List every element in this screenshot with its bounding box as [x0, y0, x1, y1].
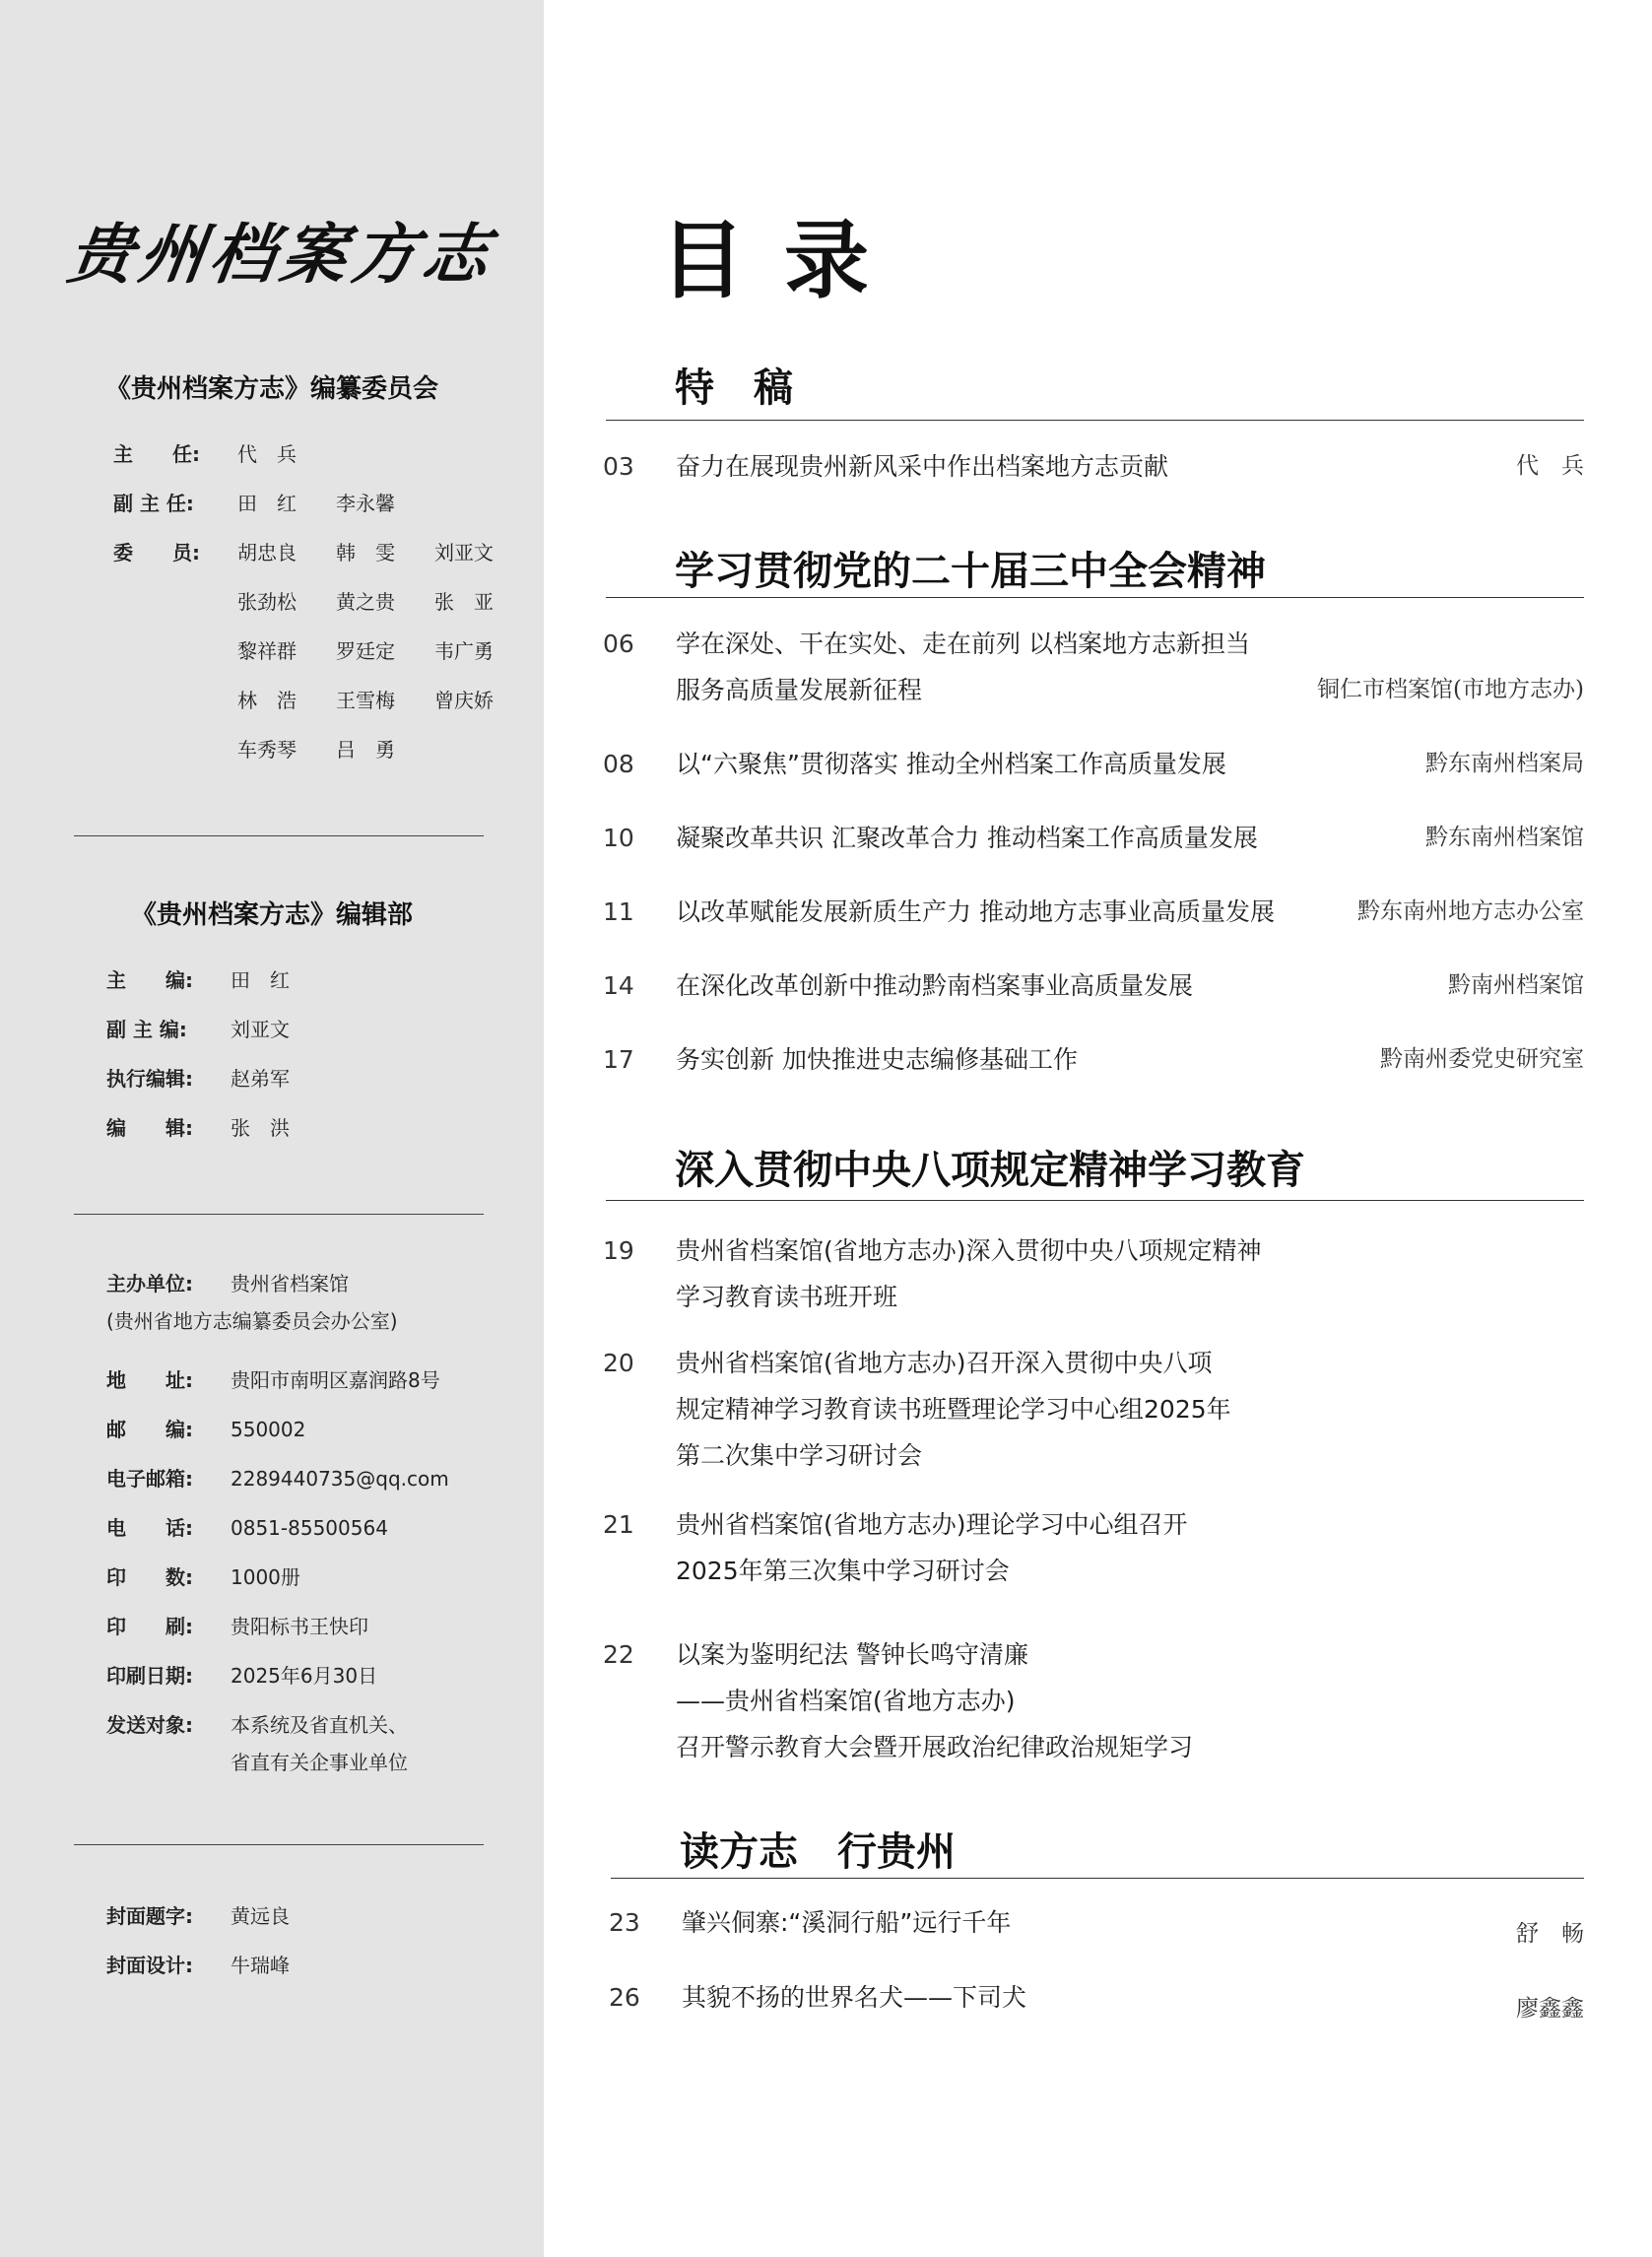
row-value: 赵弟军	[231, 1067, 290, 1091]
page-number: 06	[603, 630, 634, 658]
section-title: 读方志 行贵州	[680, 1828, 956, 1875]
magazine-logo: 贵州档案方志	[63, 216, 500, 293]
editorial-row	[0, 1064, 544, 1113]
cover-info	[0, 1901, 544, 2000]
entry-author: 黔东南州档案局	[1425, 751, 1584, 776]
section-title: 学习贯彻党的二十届三中全会精神	[675, 548, 1266, 594]
row-value: 省直有关企事业单位	[231, 1751, 408, 1774]
entry-title: 凝聚改革共识 汇聚改革合力 推动档案工作高质量发展	[676, 824, 1258, 852]
entry-title: 在深化改革创新中推动黔南档案事业高质量发展	[676, 971, 1194, 1000]
page-number: 03	[603, 452, 634, 481]
entry-title: 贵州省档案馆(省地方志办)深入贯彻中央八项规定精神	[676, 1236, 1262, 1265]
row-value: 2025年6月30日	[231, 1664, 378, 1688]
row-label: 编 辑:	[106, 1116, 193, 1140]
send-row-cont	[0, 1748, 544, 1785]
committee-row	[0, 587, 544, 636]
publisher-row	[0, 1513, 544, 1562]
cover-row	[0, 1901, 544, 1951]
publisher-row	[0, 1562, 544, 1612]
row-value: 牛瑞峰	[231, 1954, 290, 1977]
row-label: 电 话:	[106, 1516, 193, 1540]
section-rule	[611, 1878, 1584, 1879]
sidebar	[0, 0, 544, 2257]
section-rule	[606, 1200, 1584, 1201]
row-label: 印 刷:	[106, 1615, 193, 1638]
host-sub: (贵州省地方志编纂委员会办公室)	[106, 1309, 398, 1333]
committee-row	[0, 538, 544, 587]
publisher-row	[0, 1612, 544, 1661]
row-label: 主办单位:	[106, 1272, 193, 1295]
host-row	[0, 1269, 544, 1306]
committee-list	[0, 439, 544, 784]
row-value: 刘亚文	[231, 1018, 290, 1041]
section-rule	[606, 420, 1584, 421]
publisher-row	[0, 1365, 544, 1415]
page-number: 14	[603, 971, 634, 1000]
divider	[74, 1844, 484, 1845]
publisher-info	[0, 1269, 544, 1785]
page-number: 11	[603, 897, 634, 926]
row-value: 胡忠良 韩 雯 刘亚文	[237, 541, 494, 564]
row-value: 2289440735@qq.com	[231, 1467, 449, 1491]
editorial-row	[0, 965, 544, 1015]
page-number: 20	[603, 1349, 634, 1377]
row-value: 张 洪	[231, 1116, 290, 1140]
committee-row	[0, 636, 544, 686]
row-value: 550002	[231, 1418, 306, 1441]
page-number: 21	[603, 1510, 634, 1539]
entry-title: 其貌不扬的世界名犬——下司犬	[682, 1983, 1027, 2012]
row-value: 代 兵	[237, 442, 297, 466]
page-number: 10	[603, 824, 634, 852]
row-label: 电子邮箱:	[106, 1467, 193, 1491]
entry-title: 学在深处、干在实处、走在前列 以档案地方志新担当	[676, 630, 1250, 658]
row-label: 主 任:	[113, 442, 200, 466]
entry-title-cont: 召开警示教育大会暨开展政治纪律政治规矩学习	[676, 1733, 1194, 1761]
committee-row	[0, 686, 544, 735]
row-label: 副 主 任:	[113, 492, 194, 515]
row-label: 印刷日期:	[106, 1664, 193, 1688]
entry-title: 以“六聚焦”贯彻落实 推动全州档案工作高质量发展	[676, 750, 1226, 778]
editorial-row	[0, 1113, 544, 1162]
entry-title: 贵州省档案馆(省地方志办)召开深入贯彻中央八项	[676, 1349, 1213, 1377]
row-value: 贵州省档案馆	[231, 1272, 349, 1295]
row-value: 贵阳标书王快印	[231, 1615, 368, 1638]
entry-author: 代 兵	[1516, 453, 1584, 479]
entry-title-cont: 2025年第三次集中学习研讨会	[676, 1557, 1010, 1585]
entry-title-cont: ——贵州省档案馆(省地方志办)	[676, 1687, 1016, 1715]
entry-author: 舒 畅	[1516, 1921, 1584, 1947]
row-label: 发送对象:	[106, 1713, 193, 1737]
entry-title-cont: 学习教育读书班开班	[676, 1283, 898, 1311]
entry-author: 黔东南州档案馆	[1425, 825, 1584, 850]
row-label: 邮 编:	[106, 1418, 193, 1441]
divider	[74, 1214, 484, 1215]
row-value: 张劲松 黄之贵 张 亚	[237, 590, 494, 614]
entry-author: 黔南州委党史研究室	[1380, 1046, 1584, 1072]
entry-title: 以改革赋能发展新质生产力 推动地方志事业高质量发展	[676, 897, 1275, 926]
row-label: 副 主 编:	[106, 1018, 187, 1041]
page-number: 19	[603, 1236, 634, 1265]
publisher-row	[0, 1415, 544, 1464]
row-value: 贵阳市南明区嘉润路8号	[231, 1368, 440, 1392]
row-label: 地 址:	[106, 1368, 193, 1392]
row-value: 林 浩 王雪梅 曾庆娇	[237, 689, 494, 712]
publisher-row	[0, 1464, 544, 1513]
entry-author: 铜仁市档案馆(市地方志办)	[1317, 677, 1584, 702]
row-label: 委 员:	[113, 541, 200, 564]
entry-title-cont: 第二次集中学习研讨会	[676, 1441, 923, 1470]
editorial-list	[0, 965, 544, 1162]
entry-title: 奋力在展现贵州新风采中作出档案地方志贡献	[676, 452, 1169, 481]
entry-title-cont: 服务高质量发展新征程	[676, 676, 923, 704]
committee-row	[0, 735, 544, 784]
page-number: 08	[603, 750, 634, 778]
editorial-title: 《贵州档案方志》编辑部	[130, 900, 413, 930]
row-label: 印 数:	[106, 1565, 193, 1589]
row-value: 黎祥群 罗廷定 韦广勇	[237, 639, 494, 663]
entry-title: 肇兴侗寨:“溪洞行船”远行千年	[682, 1908, 1012, 1937]
committee-title: 《贵州档案方志》编纂委员会	[104, 374, 438, 404]
divider	[74, 835, 484, 836]
entry-title: 务实创新 加快推进史志编修基础工作	[676, 1045, 1078, 1074]
row-label: 主 编:	[106, 968, 193, 992]
publisher-row	[0, 1661, 544, 1710]
committee-row	[0, 439, 544, 489]
section-rule	[606, 597, 1584, 598]
entry-author: 廖鑫鑫	[1516, 1996, 1584, 2022]
row-value: 黄远良	[231, 1904, 290, 1928]
row-value: 田 红 李永馨	[237, 492, 395, 515]
page-number: 23	[609, 1908, 640, 1937]
row-value: 车秀琴 吕 勇	[237, 738, 395, 762]
section-title: 深入贯彻中央八项规定精神学习教育	[675, 1147, 1305, 1193]
row-label: 封面题字:	[106, 1904, 193, 1928]
committee-row	[0, 489, 544, 538]
row-value: 1000册	[231, 1565, 300, 1589]
entry-author: 黔东南州地方志办公室	[1357, 898, 1584, 924]
row-label: 执行编辑:	[106, 1067, 193, 1091]
host-sub-row	[0, 1306, 544, 1365]
row-value: 0851-85500564	[231, 1516, 388, 1540]
page-number: 22	[603, 1640, 634, 1669]
send-row	[0, 1710, 544, 1748]
entry-title: 以案为鉴明纪法 警钟长鸣守清廉	[676, 1640, 1028, 1669]
row-label: 封面设计:	[106, 1954, 193, 1977]
toc-title: 目录	[660, 211, 908, 310]
page-number: 17	[603, 1045, 634, 1074]
page-number: 26	[609, 1983, 640, 2012]
row-value: 本系统及省直机关、	[231, 1713, 408, 1737]
section-title: 特 稿	[675, 365, 793, 411]
cover-row	[0, 1951, 544, 2000]
entry-title: 贵州省档案馆(省地方志办)理论学习中心组召开	[676, 1510, 1188, 1539]
row-value: 田 红	[231, 968, 290, 992]
entry-author: 黔南州档案馆	[1448, 972, 1584, 998]
editorial-row	[0, 1015, 544, 1064]
entry-title-cont: 规定精神学习教育读书班暨理论学习中心组2025年	[676, 1395, 1231, 1424]
